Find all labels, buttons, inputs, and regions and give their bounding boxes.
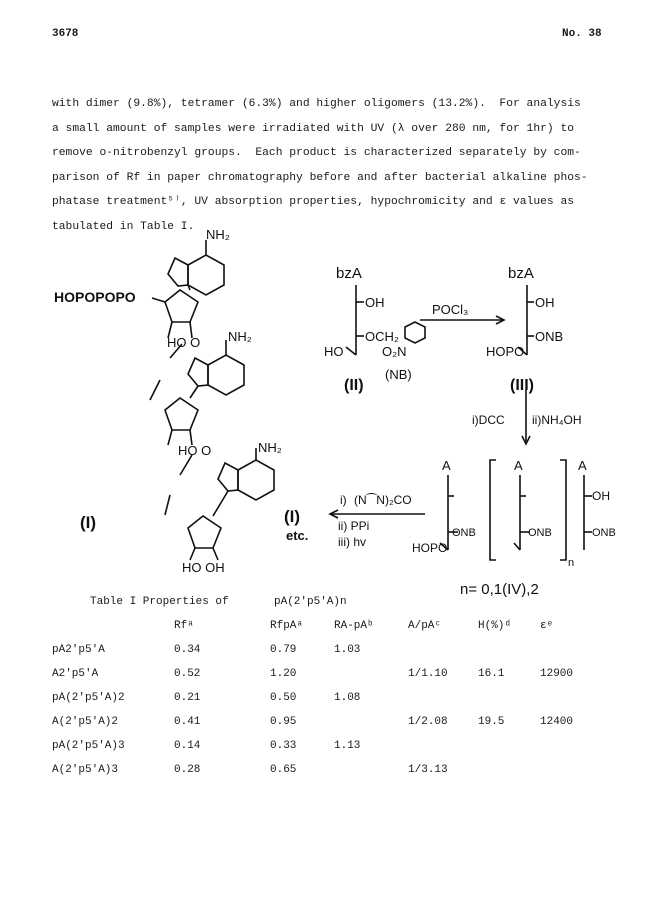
compound-cell: pA2'p5'A (52, 644, 105, 656)
column-header: RA-pAᵇ (334, 620, 374, 632)
compound-i-label: (I) (284, 507, 301, 526)
reverse-step-2: ii) PPi (338, 519, 370, 533)
bza-label: bzA (336, 265, 362, 282)
onb-label: ONB (535, 329, 564, 344)
a-pa-cell: 1/3.13 (408, 764, 448, 776)
column-header: RfpAᵃ (270, 620, 304, 632)
h-cell: 19.5 (478, 716, 505, 728)
rf-cell: 0.41 (174, 716, 201, 728)
onb-label: ONB (592, 527, 616, 539)
rf-cell: 0.28 (174, 764, 201, 776)
bza-label: bzA (508, 265, 534, 282)
body-line: a small amount of samples were irradiated with UV (λ over 280 nm, for 1hr) to (52, 122, 575, 135)
column-header: A/pAᶜ (408, 620, 442, 632)
a-label: A (578, 458, 587, 473)
oh-label: OH (592, 489, 610, 503)
nh2-label: NH₂ (258, 440, 282, 455)
etc-label: etc. (286, 528, 309, 543)
table-caption: Table I Properties of (90, 596, 229, 608)
rf-pa-cell: 0.95 (270, 716, 297, 728)
rf-cell: 0.21 (174, 692, 201, 704)
table-caption-formula: pA(2'p5'A)n (274, 596, 347, 608)
reagent-pocl3: POCl₃ (432, 302, 469, 317)
a-label: A (514, 458, 523, 473)
body-line: tabulated in Table I. (52, 220, 195, 233)
nh2-label: NH₂ (206, 230, 230, 242)
r-apa-cell: 1.08 (334, 692, 361, 704)
page-number: 3678 (52, 28, 79, 40)
oh-label: OH (535, 295, 555, 310)
table-row (52, 644, 632, 668)
table-row (52, 764, 632, 788)
phosphate-chain: HOPOPOPO (54, 289, 136, 305)
rf-pa-cell: 0.79 (270, 644, 297, 656)
r-apa-cell: 1.13 (334, 740, 361, 752)
hopo-label: HOPO (412, 541, 448, 555)
rf-pa-cell: 1.20 (270, 668, 297, 680)
a-pa-cell: 1/1.10 (408, 668, 448, 680)
compound-cell: A2'p5'A (52, 668, 99, 680)
compound-ii-label: (II) (344, 377, 364, 394)
reverse-step-1-reagent: (N⁀N)₂CO (354, 493, 412, 507)
table-row (52, 716, 632, 740)
body-line: parison of Rf in paper chromatography before and after bacterial alkaline phos- (52, 171, 588, 184)
eps-cell: 12400 (540, 716, 574, 728)
hopo-label: HOPO (486, 344, 525, 359)
r-apa-cell: 1.03 (334, 644, 361, 656)
reaction-scheme (40, 230, 640, 600)
ho-oh-label: HO OH (182, 560, 225, 575)
oh-label: OH (365, 295, 385, 310)
onb-label: ONB (452, 527, 476, 539)
body-line: remove o-nitrobenzyl groups. Each product is characterized separately by com- (52, 147, 581, 160)
ho-o-label: HO O (178, 443, 212, 458)
table-row (52, 740, 632, 764)
rf-cell: 0.52 (174, 668, 201, 680)
rf-pa-cell: 0.65 (270, 764, 297, 776)
ho-o-label: HO O (167, 335, 201, 350)
n-subscript: n (568, 557, 575, 569)
rf-pa-cell: 0.50 (270, 692, 297, 704)
o2n-label: O₂N (382, 344, 407, 359)
table-caption-row (52, 596, 632, 620)
step-nh4oh: ii)NH₄OH (532, 413, 582, 427)
nb-label: (NB) (385, 367, 412, 382)
a-label: A (442, 458, 451, 473)
step-dcc: i)DCC (472, 413, 505, 427)
compound-cell: pA(2'p5'A)3 (52, 740, 125, 752)
compound-cell: A(2'p5'A)3 (52, 764, 119, 776)
column-header: H(%)ᵈ (478, 620, 512, 632)
table-i (52, 596, 632, 788)
compound-iii-label: (III) (510, 377, 534, 394)
reverse-step-1: i) (340, 493, 347, 507)
compound-cell: A(2'p5'A)2 (52, 716, 119, 728)
body-line: with dimer (9.8%), tetramer (6.3%) and higher oligomers (13.2%). For analysis (52, 98, 581, 110)
table-header-row (52, 620, 632, 644)
a-pa-cell: 1/2.08 (408, 716, 448, 728)
body-paragraph (52, 92, 622, 240)
compound-i-label: (I) (80, 513, 97, 532)
nh2-label: NH₂ (228, 329, 252, 344)
table-row (52, 668, 632, 692)
och2-label: OCH₂ (365, 329, 399, 344)
table-row (52, 692, 632, 716)
eps-cell: 12900 (540, 668, 574, 680)
rf-cell: 0.14 (174, 740, 201, 752)
rf-cell: 0.34 (174, 644, 201, 656)
ho-label: HO (324, 344, 344, 359)
compound-cell: pA(2'p5'A)2 (52, 692, 125, 704)
body-line: phatase treatment⁵⁾, UV absorption properties, hypochromicity and ε values as (52, 196, 575, 209)
n-label: n= 0,1(IV),2 (460, 581, 539, 598)
reverse-step-3: iii) hv (338, 535, 367, 549)
column-header: Rfᵃ (174, 620, 194, 632)
rf-pa-cell: 0.33 (270, 740, 297, 752)
journal-number: No. 38 (562, 28, 602, 40)
column-header: εᵉ (540, 620, 554, 632)
onb-label: ONB (528, 527, 552, 539)
h-cell: 16.1 (478, 668, 505, 680)
